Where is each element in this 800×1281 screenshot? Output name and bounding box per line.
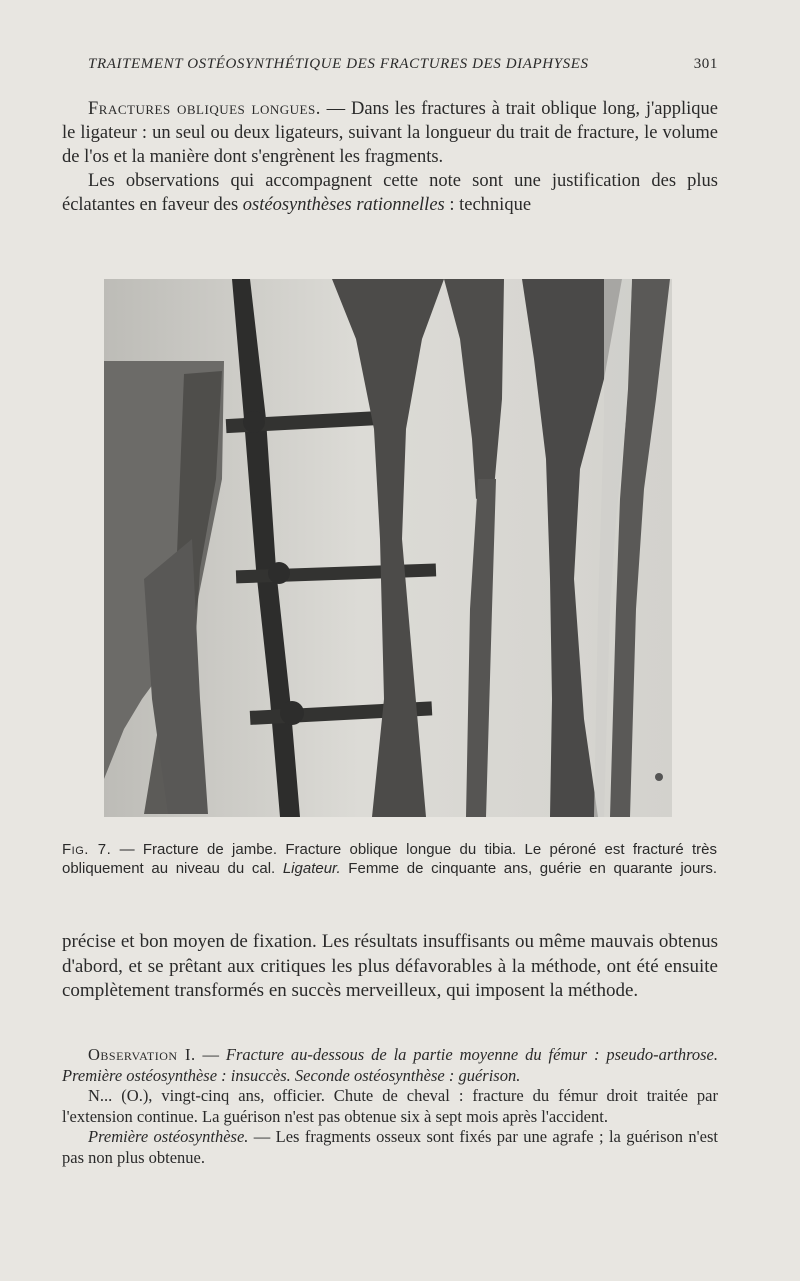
observation-dash: — xyxy=(195,1045,226,1064)
observation-section xyxy=(62,1045,718,1168)
figure-label: Fig. 7. xyxy=(62,841,112,858)
xray-figure xyxy=(104,279,672,817)
running-head-title: TRAITEMENT OSTÉOSYNTHÉTIQUE DES FRACTURES DES DIAPHYSES xyxy=(88,56,589,72)
figure-caption xyxy=(62,840,717,878)
first-osteosynthesis-text: — Les fragments osseux sont fixés par une agrafe ; la guérison n'est pas non plus obtenue. xyxy=(62,1127,718,1167)
caption-text xyxy=(62,840,717,878)
observation-heading xyxy=(62,1045,718,1086)
caption-italic: Ligateur. xyxy=(282,860,341,877)
intro-paragraphs xyxy=(62,97,718,217)
xray-image xyxy=(104,279,672,817)
paragraph-2-text-before: Les observations qui accompagnent cette note sont une justification des plus éclatantes en faveur des xyxy=(62,171,718,215)
first-osteosynthesis-label: Première ostéosynthèse. xyxy=(88,1127,249,1146)
page-number: 301 xyxy=(693,56,718,72)
observation-first xyxy=(62,1127,718,1168)
paragraph-2-italic: ostéosynthèses rationnelles xyxy=(242,195,445,215)
paragraph-2 xyxy=(62,169,718,217)
observation-case: N... (O.), vingt-cinq ans, officier. Chute de cheval : fracture du fémur droit traitée par l'extension continue. La guérison n'est pas obtenue six à sept mois après l'accident. xyxy=(62,1086,718,1126)
paragraph-3: précise et bon moyen de fixation. Les résultats insuffisants ou même mauvais obtenus d'abord, et se prêtant aux critiques les plus défavorables à la méthode, ont été ensuite complètement transformés en succès merveilleux, qui imposent la méthode. xyxy=(62,931,718,1001)
observation-title: Fracture au-dessous de la partie moyenne du fémur : pseudo-arthrose. Première ostéosynthèse : insuccès. Seconde ostéosynthèse : guérison. xyxy=(62,1045,719,1085)
caption-after: Femme de cinquante ans, guérie en quarante jours. xyxy=(340,860,717,877)
caption-before: — Fracture de jambe. Fracture oblique longue du tibia. Le péroné est fracturé très obliquement au niveau du cal. xyxy=(62,841,717,877)
paragraph-1-text: — Dans les fractures à trait oblique long, j'applique le ligateur : un seul ou deux ligateurs, suivant la longueur du trait de fracture, le volume de l'os et la manière dont s'engrènent les fragments. xyxy=(62,99,718,167)
paragraph-2-text-after: : technique xyxy=(444,195,532,215)
section-heading-obliques: Fractures obliques longues. xyxy=(88,99,321,119)
observation-label: Observation I. xyxy=(88,1045,196,1064)
